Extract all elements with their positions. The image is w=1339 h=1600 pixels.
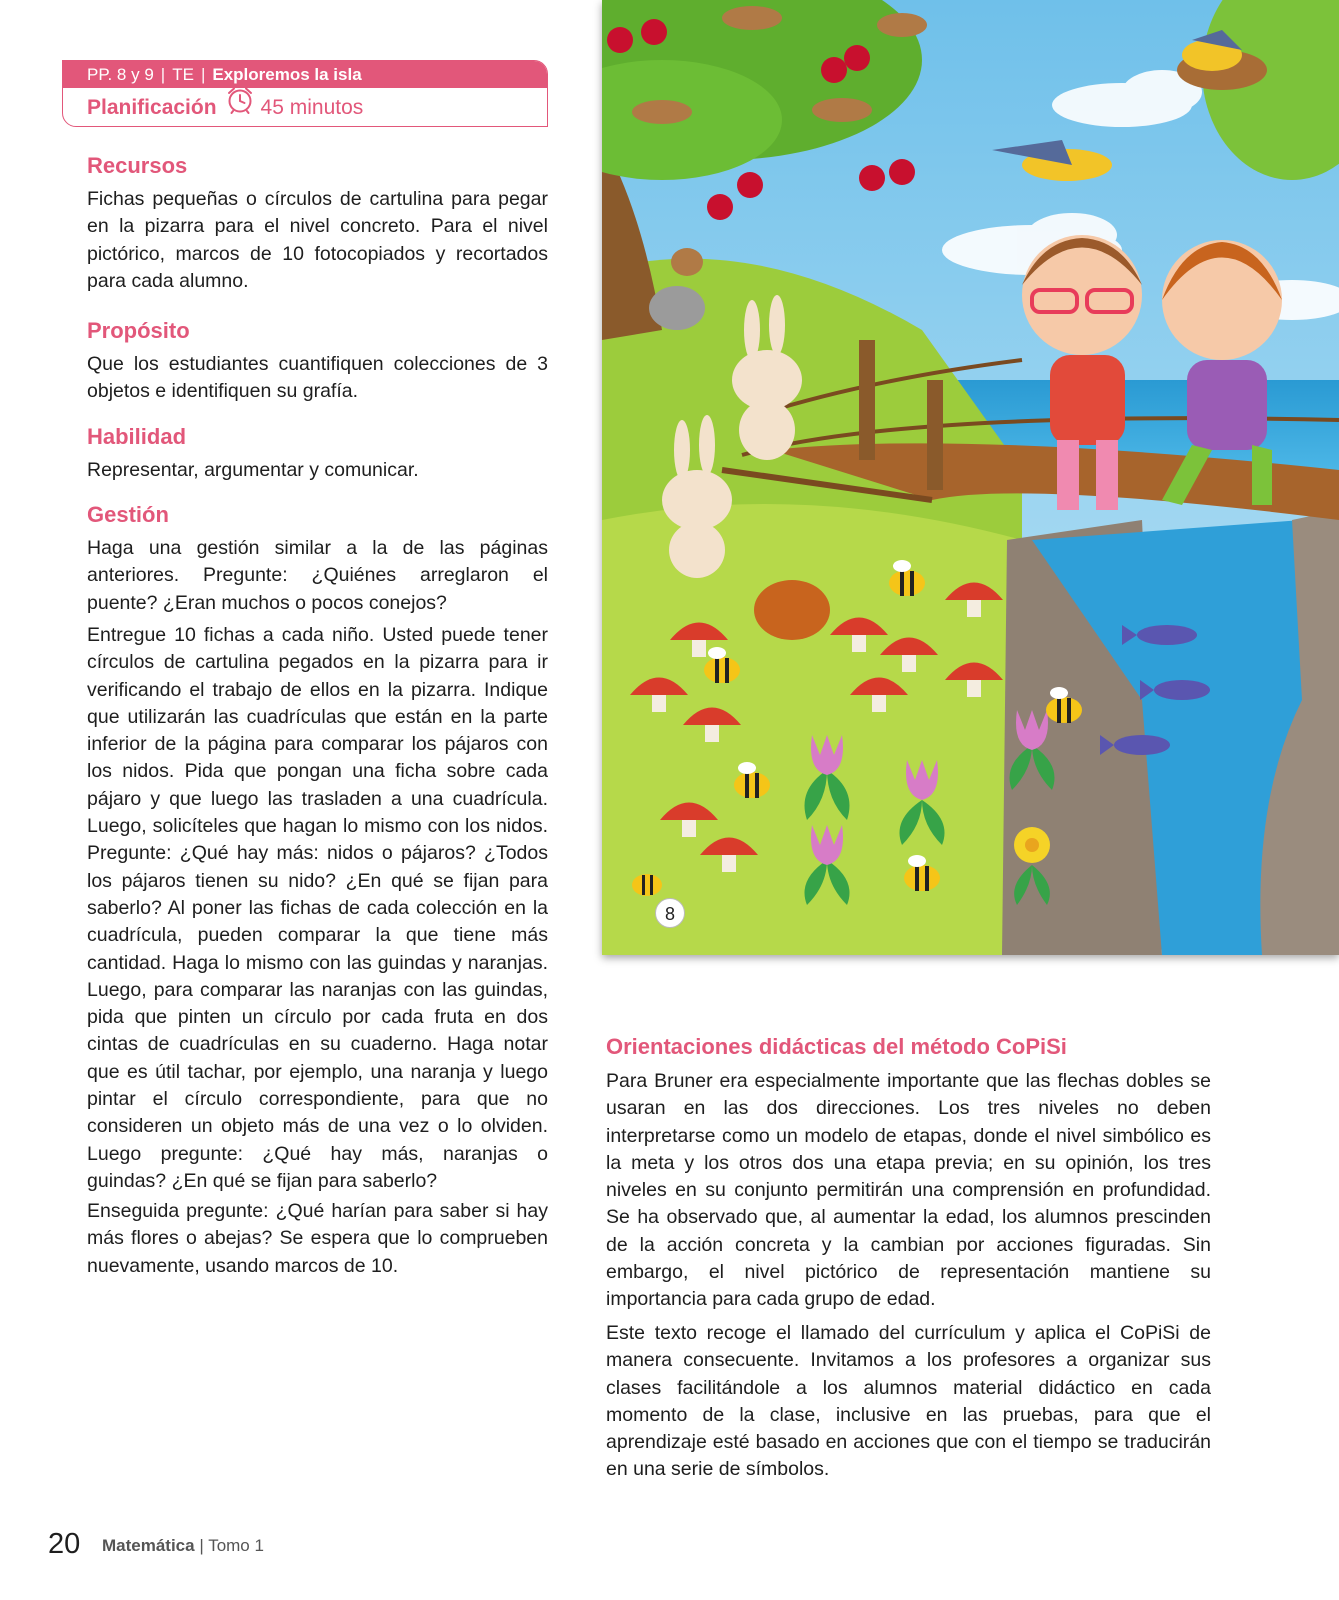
volume-label: Tomo 1 [208, 1536, 264, 1555]
gestion-paragraph-2: Entregue 10 fichas a cada niño. Usted puede tener círculos de cartulina pegados en la pizarra para ir verificando el trabajo de ellos en la pizarra. Indique que utilizarán las cuadrículas que están en la parte inferior de la página para comparar los pájaros con los nidos. Pida que pongan una ficha sobre cada pájaro y que luego las trasladen a una cuadrícula. Luego, solicíteles que hagan lo mismo con los nidos. Pregunte: ¿Qué hay más: nidos o pájaros? ¿Todos los pájaros tienen su nido? ¿En qué se fijan para saberlo? Al poner las fichas de cada colección en la cuadrícula, pueden comparar la que tiene más cantidad. Haga lo mismo con las guindas y naranjas. Luego, para comparar las naranjas con las guindas, pida que pinten un círculo por cada fruta en dos cintas de cuadrículas en su cuaderno. Haga notar que es útil tachar, por ejemplo, una naranja y luego pintar el círculo correspondiente, para que no consideren un objeto más de una vez o lo olviden. Luego pregunte: ¿Qué hay más, naranjas o guindas? ¿En qué se fijan para saberlo? [87, 624, 548, 1192]
copisi-heading: Orientaciones didácticas del método CoPiSi [606, 1034, 1067, 1059]
copisi-paragraph-1: Para Bruner era especialmente importante que las flechas dobles se usaran en las dos direcciones. Los tres niveles no deben interpretarse como un modelo de etapas, donde el nivel simbólico es la meta y los otros dos una etapa previa; en su opinión, los tres niveles en su conjunto permitirán una comprensión en profundidad. Se ha observado que, al aumentar la edad, los alumnos prescinden de la acción concreta y la cambian por acciones figuradas. Sin embargo, el nivel pictórico de representación mantiene su importancia para cada grupo de edad. [606, 1070, 1211, 1311]
page-number: 20 [48, 1528, 81, 1560]
edition-label: TE [172, 65, 194, 84]
habilidad-heading: Habilidad [87, 424, 187, 449]
recursos-text: Fichas pequeñas o círculos de cartulina para pegar en la pizarra para el nivel concreto. Para el nivel pictórico, marcos de 10 fotocopiados y recortados para cada alumno. [87, 188, 548, 292]
lesson-title: Exploremos la isla [212, 65, 362, 84]
island-scene [602, 0, 1339, 955]
copisi-paragraph-2: Este texto recoge el llamado del currículum y aplica el CoPiSi de manera consecuente. Invitamos a los profesores a organizar sus clases facilitándole a los alumnos material didáctico en cada momento de la clase, inclusive en las pruebas, para que el aprendizaje esté basado en acciones que con el tiempo se traducirán en una serie de símbolos. [606, 1322, 1211, 1481]
header-divider: | [160, 65, 166, 84]
illustration-page-number: 8 [655, 898, 685, 928]
recursos-heading: Recursos [87, 153, 188, 178]
planning-label: Planificación [87, 96, 217, 120]
lesson-header [62, 60, 548, 127]
proposito-heading: Propósito [87, 318, 190, 343]
gestion-paragraph-1: Haga una gestión similar a la de las páginas anteriores. Pregunte: ¿Quiénes arreglaron el puente? ¿Eran muchos o pocos conejos? [87, 537, 548, 614]
proposito-text: Que los estudiantes cuantifiquen colecciones de 3 objetos e identifiquen su grafía. [87, 353, 548, 403]
duration-label: 45 minutos [260, 96, 364, 120]
header-divider: | [200, 65, 206, 84]
gestion-paragraph-3: Enseguida pregunte: ¿Qué harían para saber si hay más flores o abejas? Se espera que lo comprueben nuevamente, usando marcos de 10. [87, 1200, 548, 1277]
lesson-header-bar [63, 61, 547, 88]
island-illustration [602, 0, 1339, 955]
pages-label: PP. 8 y 9 [87, 65, 154, 84]
rock [649, 286, 705, 330]
footer-label [102, 1535, 264, 1557]
habilidad-text: Representar, argumentar y comunicar. [87, 459, 419, 481]
alarm-clock-icon [225, 86, 255, 127]
hen [754, 580, 830, 640]
planning-row [63, 88, 547, 126]
footer-divider: | [199, 1536, 204, 1555]
gestion-heading: Gestión [87, 502, 169, 527]
subject-label: Matemática [102, 1536, 195, 1555]
